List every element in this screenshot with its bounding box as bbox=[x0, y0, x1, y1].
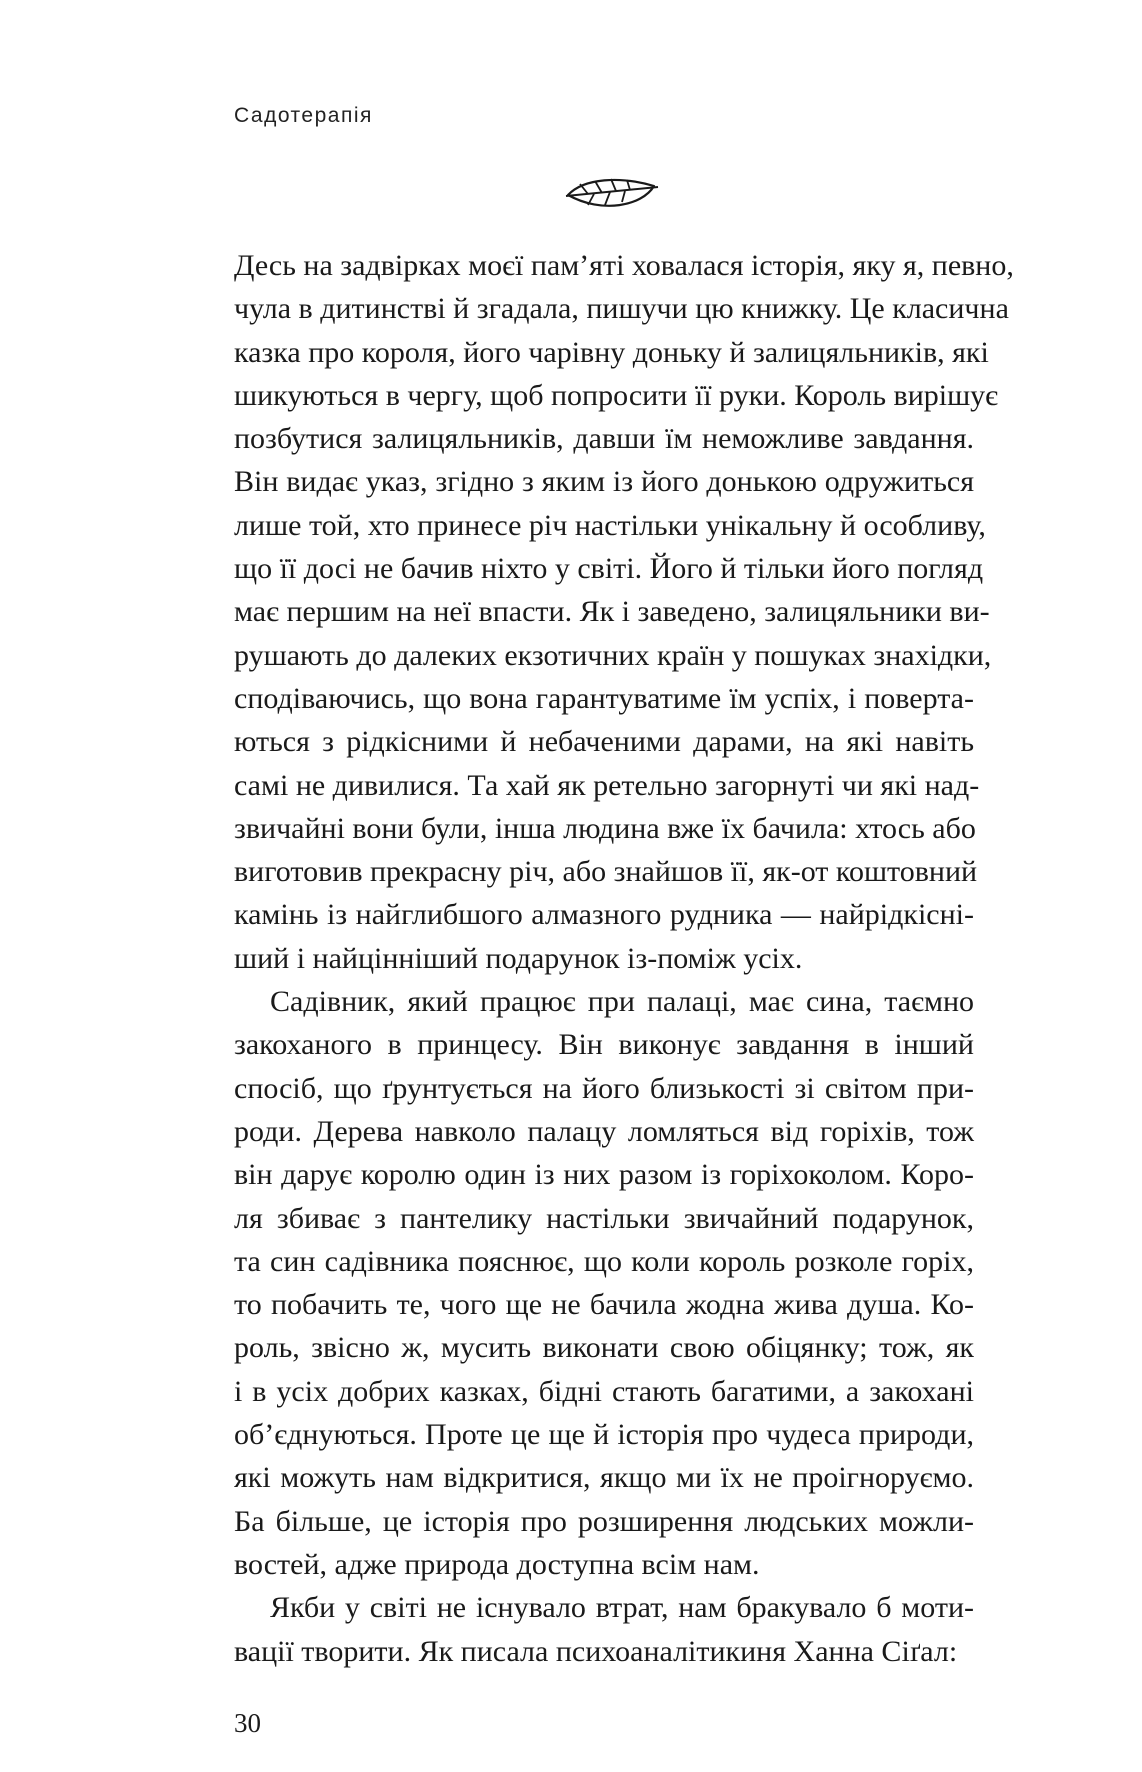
text-line: казка про короля, його чарівну доньку й залицяльників, які bbox=[234, 335, 989, 369]
text-line: та син садівника пояснює, що коли король розколе горіх, bbox=[234, 1244, 974, 1278]
text-line: лише той, хто принесе річ настільки унікальну й особливу, bbox=[234, 508, 986, 542]
text-line: що її досі не бачив ніхто у світі. Його й тільки його погляд bbox=[234, 552, 984, 586]
text-line: і в усіх добрих казках, бідні стають багатими, а закохані bbox=[234, 1374, 974, 1408]
text-line: то побачить те, чого ще не бачила жодна жива душа. Ко- bbox=[234, 1288, 974, 1322]
text-line: роль, звісно ж, мусить виконати свою обіцянку; тож, як bbox=[234, 1331, 974, 1365]
text-line: спосіб, що ґрунтується на його близькості зі світом при- bbox=[234, 1071, 974, 1105]
text-line: востей, адже природа доступна всім нам. bbox=[234, 1547, 760, 1581]
text-line: він дарує королю один із них разом із горіхоколом. Коро- bbox=[234, 1158, 974, 1192]
text-line: закоханого в принцесу. Він виконує завдання в інший bbox=[234, 1028, 974, 1062]
text-line: Десь на задвірках моєї пам’яті ховалася історія, яку я, певно, bbox=[234, 249, 1014, 282]
text-line: самі не дивилися. Та хай як ретельно загорнуті чи які над- bbox=[234, 768, 980, 802]
text-line: виготовив прекрасну річ, або знайшов її, як-от коштовний bbox=[234, 855, 978, 889]
text-line: Садівник, який працює при палаці, має сина, таємно bbox=[270, 985, 974, 1019]
text-line: рушають до далеких екзотичних країн у пошуках знахідки, bbox=[234, 638, 992, 672]
text-line: звичайні вони були, інша людина вже їх бачила: хтось або bbox=[234, 811, 976, 845]
text-line: чула в дитинстві й згадала, пишучи цю книжку. Це класична bbox=[234, 292, 1009, 326]
text-line: шикуються в чергу, щоб попросити її руки. Король вирішує bbox=[234, 378, 999, 412]
text-line: Якби у світі не існувало втрат, нам бракувало б моти- bbox=[270, 1591, 974, 1625]
text-line: які можуть нам відкритися, якщо ми їх не проігноруємо. bbox=[234, 1461, 974, 1495]
text-line: Ба більше, це історія про розширення людських можли- bbox=[234, 1504, 974, 1538]
text-line: вації творити. Як писала психоаналітикиня Ханна Сіґал: bbox=[234, 1634, 958, 1668]
text-line: камінь із найглибшого алмазного рудника — найрідкісні- bbox=[234, 898, 974, 932]
text-line: має першим на неї впасти. Як і заведено, залицяльники ви- bbox=[234, 595, 990, 629]
text-line: сподіваючись, що вона гарантуватиме їм успіх, і поверта- bbox=[234, 681, 974, 715]
text-line: ший і найцінніший подарунок із-поміж усіх. bbox=[234, 941, 803, 975]
text-line: ля збиває з пантелику настільки звичайний подарунок, bbox=[234, 1201, 974, 1235]
page-number: 30 bbox=[234, 1708, 261, 1738]
text-line: позбутися залицяльників, давши їм неможливе завдання. bbox=[234, 422, 974, 456]
text-line: Він видає указ, згідно з яким із його донькою одружиться bbox=[234, 465, 974, 499]
leaf-icon bbox=[562, 172, 662, 216]
running-head-title: Садотерапія bbox=[234, 104, 373, 127]
body-text bbox=[234, 244, 1014, 1673]
text-line: роди. Дерева навколо палацу ломляться від горіхів, тож bbox=[234, 1114, 974, 1148]
text-line: об’єднуються. Проте це ще й історія про чудеса природи, bbox=[234, 1418, 974, 1452]
text-line: ються з рідкісними й небаченими дарами, на які навіть bbox=[234, 725, 974, 759]
